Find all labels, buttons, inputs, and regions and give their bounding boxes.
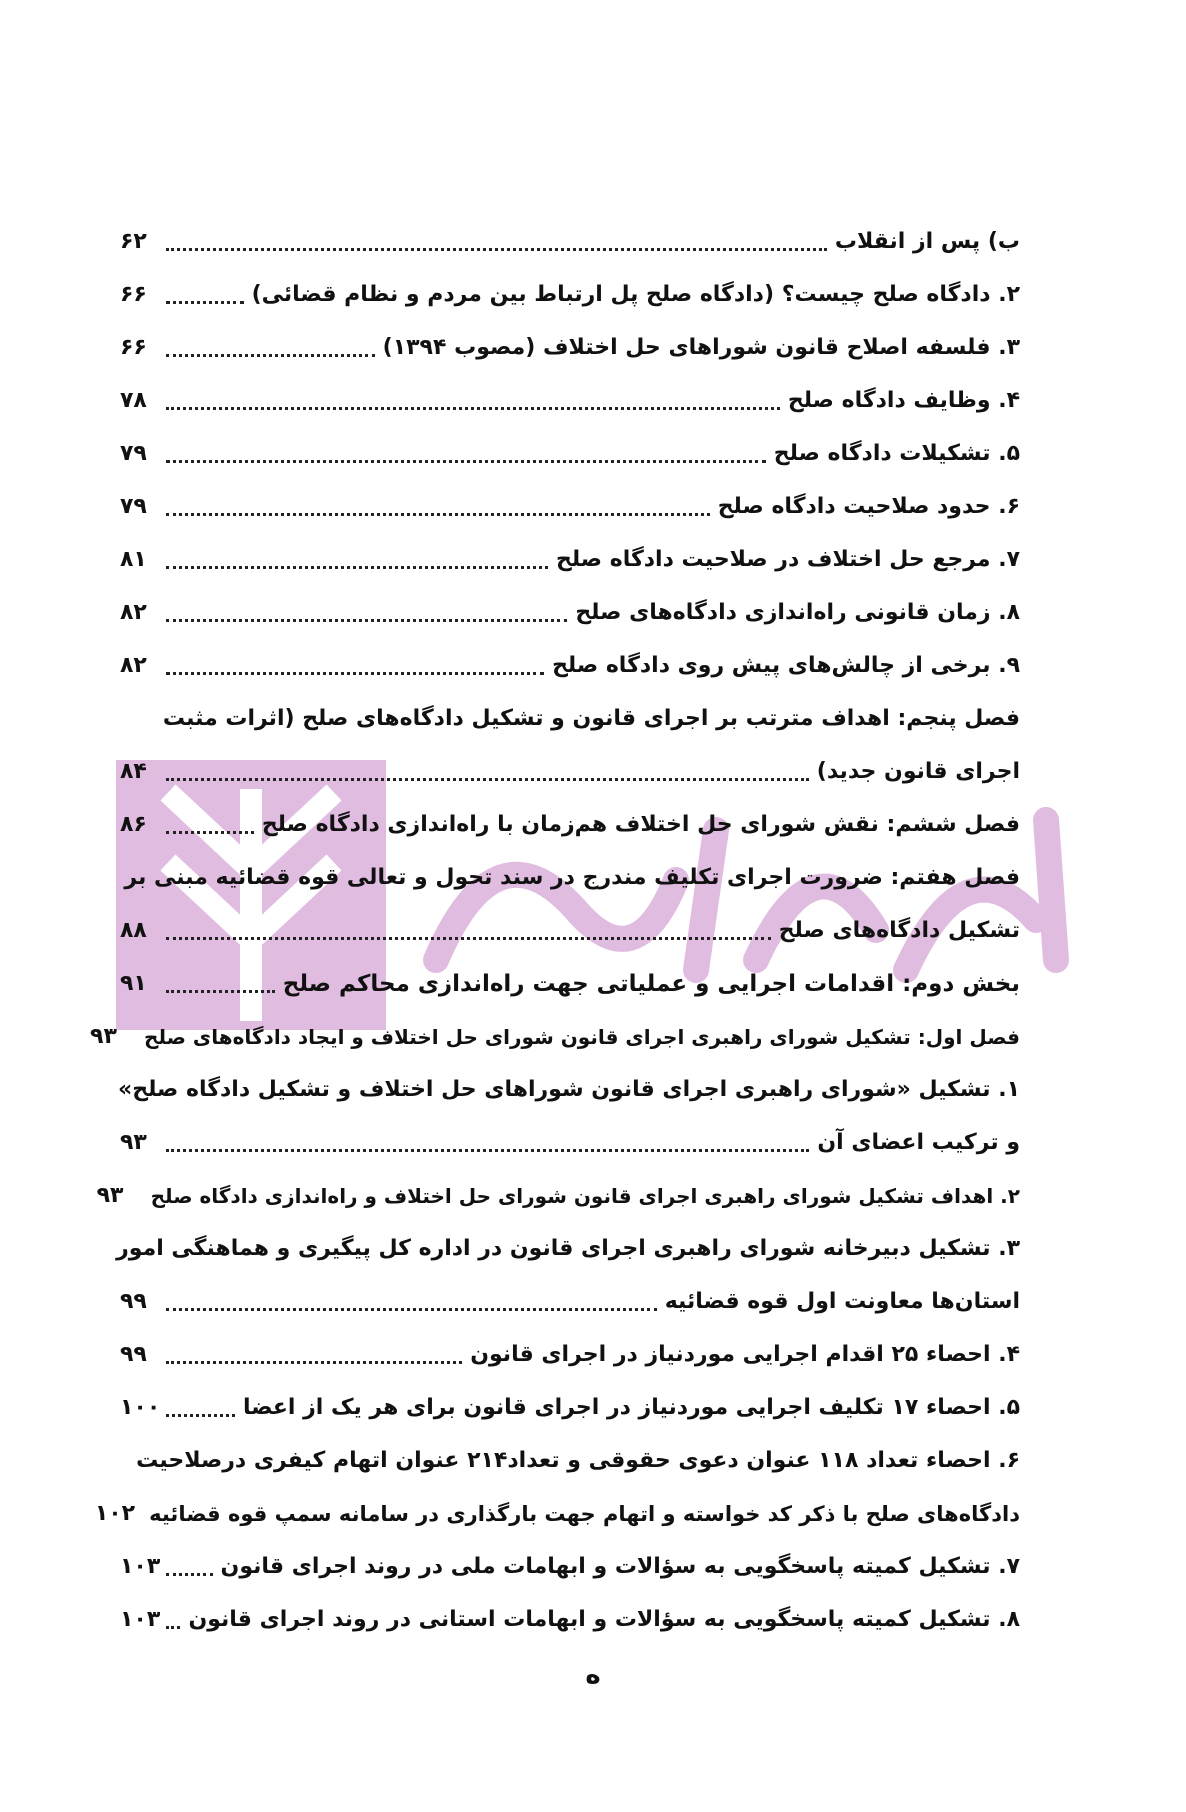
toc-page-number: ۹۱: [120, 971, 147, 996]
dot-leader: [166, 513, 710, 516]
toc-entry[interactable]: [120, 1540, 1020, 1593]
toc-entry-title: و ترکیب اعضای آن: [817, 1130, 1020, 1155]
toc-entry-title: ۷. مرجع حل اختلاف در صلاحیت دادگاه صلح: [555, 547, 1020, 572]
toc-entry-title: فصل هفتم: ضرورت اجرای تکلیف مندرج در سند تحول و تعالی قوه قضائیه مبنی بر: [124, 865, 1020, 890]
toc-entry[interactable]: [94, 1487, 1020, 1540]
dot-leader: [166, 937, 771, 940]
toc-entry[interactable]: [120, 1116, 1020, 1169]
toc-entry[interactable]: [120, 427, 1020, 480]
toc-entry[interactable]: [120, 1434, 1020, 1487]
dot-leader: [166, 354, 375, 357]
toc-entry[interactable]: [120, 1275, 1020, 1328]
dot-leader: [166, 407, 780, 410]
toc-entry[interactable]: [90, 1010, 1020, 1063]
toc-page-number: ۶۶: [120, 282, 147, 307]
toc-entry-title: فصل ششم: نقش شورای حل اختلاف هم‌زمان با راه‌اندازی دادگاه صلح: [261, 812, 1020, 837]
dot-leader: [166, 1626, 180, 1629]
toc-entry-title: استان‌ها معاونت اول قوه قضائیه: [664, 1289, 1020, 1314]
dot-leader: [166, 672, 544, 675]
toc-entry[interactable]: [120, 321, 1020, 374]
toc-entry-title: ۴. احصاء ۲۵ اقدام اجرایی موردنیاز در اجرای قانون: [470, 1342, 1020, 1367]
toc-page-number: ۷۸: [120, 388, 147, 413]
toc-entry-title: ۴. وظایف دادگاه صلح: [787, 388, 1020, 413]
toc-entry[interactable]: [120, 1593, 1020, 1646]
toc-entry-title: ۵. احصاء ۱۷ تکلیف اجرایی موردنیاز در اجرای قانون برای هر یک از اعضا: [242, 1395, 1020, 1420]
toc-entry[interactable]: [120, 268, 1020, 321]
toc-page-number: ۸۲: [120, 600, 147, 625]
toc-page-number: ۱۰۰: [120, 1395, 161, 1420]
toc-entry-title: ۲. اهداف تشکیل شورای راهبری اجرای قانون شورای حل اختلاف و راه‌اندازی دادگاه صلح: [150, 1183, 1020, 1208]
toc-entry[interactable]: [120, 374, 1020, 427]
toc-page-number: ۹۹: [120, 1289, 147, 1314]
toc-page-number: ۶۲: [120, 229, 147, 254]
toc-entry-title: ۹. برخی از چالش‌های پیش روی دادگاه صلح: [552, 653, 1020, 678]
toc-entry[interactable]: [120, 904, 1020, 957]
dot-leader: [166, 1414, 235, 1417]
dot-leader: [166, 619, 567, 622]
toc-page-number: ۸۲: [120, 653, 147, 678]
toc-page-number: ۹۳: [120, 1130, 147, 1155]
toc-entry[interactable]: [120, 1328, 1020, 1381]
toc-entry[interactable]: [120, 586, 1020, 639]
dot-leader: [166, 301, 244, 304]
toc-entry-title: ب) پس از انقلاب: [834, 229, 1020, 254]
toc-entry[interactable]: [120, 1063, 1020, 1116]
toc-entry-title: ۶. احصاء تعداد ۱۱۸ عنوان دعوی حقوقی و تعداد۲۱۴ عنوان اتهام کیفری درصلاحیت: [136, 1448, 1020, 1473]
toc-page-number: ۶۶: [120, 335, 147, 360]
toc-entry-title: ۳. فلسفه اصلاح قانون شوراهای حل اختلاف (مصوب ۱۳۹۴): [382, 335, 1020, 360]
toc-page-number: ۸۱: [120, 547, 147, 572]
toc-page-number: ۸۸: [120, 918, 147, 943]
toc-entry-title: فصل اول: تشکیل شورای راهبری اجرای قانون شورای حل اختلاف و ایجاد دادگاه‌های صلح: [144, 1024, 1020, 1049]
toc-entry-title: تشکیل دادگاه‌های صلح: [778, 918, 1020, 943]
dot-leader: [166, 460, 766, 463]
dot-leader: [166, 1308, 657, 1311]
toc-entry-title: ۲. دادگاه صلح چیست؟ (دادگاه صلح پل ارتباط بین مردم و نظام قضائی): [251, 282, 1020, 307]
toc-entry-title: اجرای قانون جدید): [816, 759, 1020, 784]
page-number-footer: ه: [585, 1660, 601, 1690]
toc-entry-title: ۸. زمان قانونی راه‌اندازی دادگاه‌های صلح: [575, 600, 1020, 625]
toc-entry[interactable]: [120, 745, 1020, 798]
toc-page-number: ۸۴: [120, 759, 147, 784]
toc-entry[interactable]: [120, 851, 1020, 904]
toc-page-number: ۷۹: [120, 441, 147, 466]
toc-entry-title: ۶. حدود صلاحیت دادگاه صلح: [717, 494, 1020, 519]
toc-entry[interactable]: [120, 1381, 1020, 1434]
toc-entry-title: دادگاه‌های صلح با ذکر کد خواسته و اتهام جهت بارگذاری در سامانه سمپ قوه قضائیه: [149, 1501, 1020, 1526]
toc-entry[interactable]: [120, 215, 1020, 268]
toc-page-number: ۹۹: [120, 1342, 147, 1367]
toc-entry-title: ۸. تشکیل کمیته پاسخگویی به سؤالات و ابهامات استانی در روند اجرای قانون: [188, 1607, 1020, 1632]
toc-page-number: ۹۳: [96, 1183, 124, 1208]
dot-leader: [166, 990, 275, 993]
dot-leader: [166, 566, 548, 569]
toc-entry[interactable]: [120, 692, 1020, 745]
toc-page-number: ۱۰۳: [120, 1607, 161, 1632]
toc-section-entry[interactable]: [120, 957, 1020, 1010]
dot-leader: [166, 831, 254, 834]
dot-leader: [166, 1149, 809, 1152]
toc-entry[interactable]: [120, 639, 1020, 692]
toc-page-number: ۷۹: [120, 494, 147, 519]
toc-entry-title: ۷. تشکیل کمیته پاسخگویی به سؤالات و ابهامات ملی در روند اجرای قانون: [220, 1554, 1020, 1579]
toc-page-number: ۸۶: [120, 812, 147, 837]
toc-entry[interactable]: [96, 1169, 1020, 1222]
toc-entry-title: فصل پنجم: اهداف مترتب بر اجرای قانون و تشکیل دادگاه‌های صلح (اثرات مثبت: [162, 706, 1020, 731]
dot-leader: [166, 778, 809, 781]
toc-entry-title: ۱. تشکیل «شورای راهبری اجرای قانون شوراهای حل اختلاف و تشکیل دادگاه صلح»: [118, 1077, 1020, 1102]
toc-entry-title: بخش دوم: اقدامات اجرایی و عملیاتی جهت راه‌اندازی محاکم صلح: [282, 970, 1020, 997]
toc-page-number: ۱۰۳: [120, 1554, 161, 1579]
toc-entry[interactable]: [120, 480, 1020, 533]
dot-leader: [166, 1573, 212, 1576]
toc-entry[interactable]: [120, 798, 1020, 851]
dot-leader: [166, 248, 827, 251]
toc-entry-title: ۵. تشکیلات دادگاه صلح: [773, 441, 1020, 466]
toc-page-number: ۹۳: [90, 1024, 117, 1049]
table-of-contents: [90, 215, 1020, 1646]
dot-leader: [166, 1361, 462, 1364]
toc-page-number: ۱۰۲: [94, 1501, 136, 1526]
toc-entry[interactable]: [120, 533, 1020, 586]
toc-entry-title: ۳. تشکیل دبیرخانه شورای راهبری اجرای قانون در اداره کل پیگیری و هماهنگی امور: [116, 1236, 1020, 1261]
toc-entry[interactable]: [116, 1222, 1020, 1275]
